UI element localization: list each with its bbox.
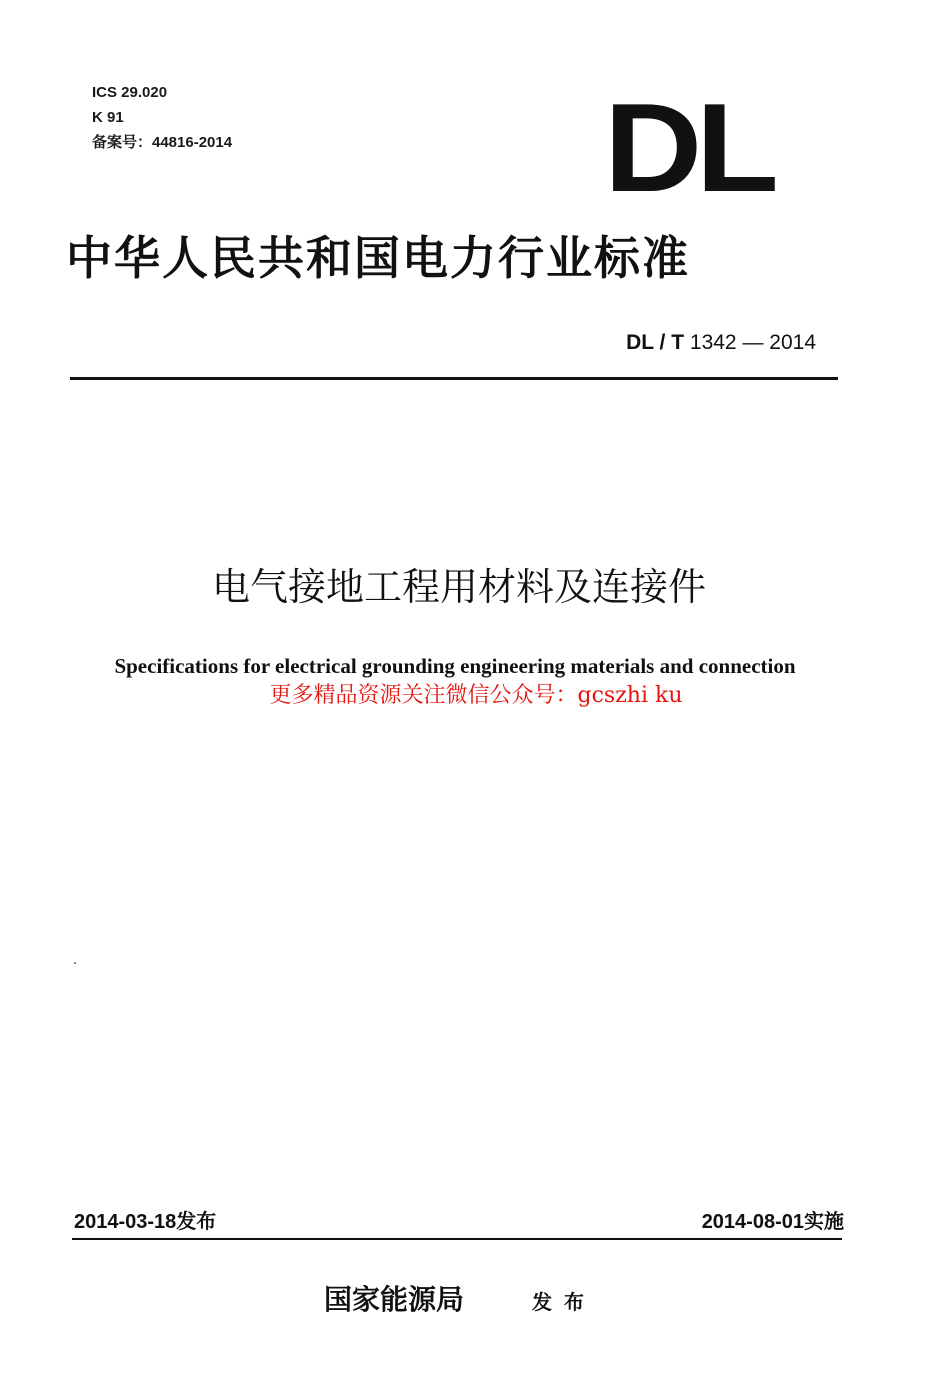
classification-block (92, 80, 232, 155)
ics-code: ICS 29.020 (92, 84, 168, 101)
document-title-chinese: 电气接地工程用材料及连接件 (211, 565, 706, 609)
standard-number-value: 1342 — 2014 (689, 331, 816, 354)
industry-title: 中华人民共和国电力行业标准 (66, 231, 690, 285)
publish-label: 发布 (532, 1290, 596, 1314)
issuing-authority: 国家能源局 (324, 1283, 465, 1316)
filing-number: 备案号：44816-2014 (92, 134, 233, 151)
effective-date: 2014-08-01实施 (701, 1211, 844, 1233)
scan-speck (74, 962, 76, 964)
standard-code: DL / T (626, 331, 685, 354)
standard-number (626, 330, 816, 356)
promo-watermark: 更多精品资源关注微信公众号：gcszhi ku (269, 683, 683, 708)
footer-divider (72, 1238, 842, 1240)
issue-date: 2014-03-18发布 (74, 1211, 217, 1233)
dl-logo-text: DL (604, 77, 773, 218)
dl-logo (604, 77, 801, 218)
document-title-english: Specifications for electrical grounding engineering materials and connection (114, 654, 796, 678)
header-divider (70, 377, 838, 380)
classification-code: K 91 (92, 109, 124, 126)
